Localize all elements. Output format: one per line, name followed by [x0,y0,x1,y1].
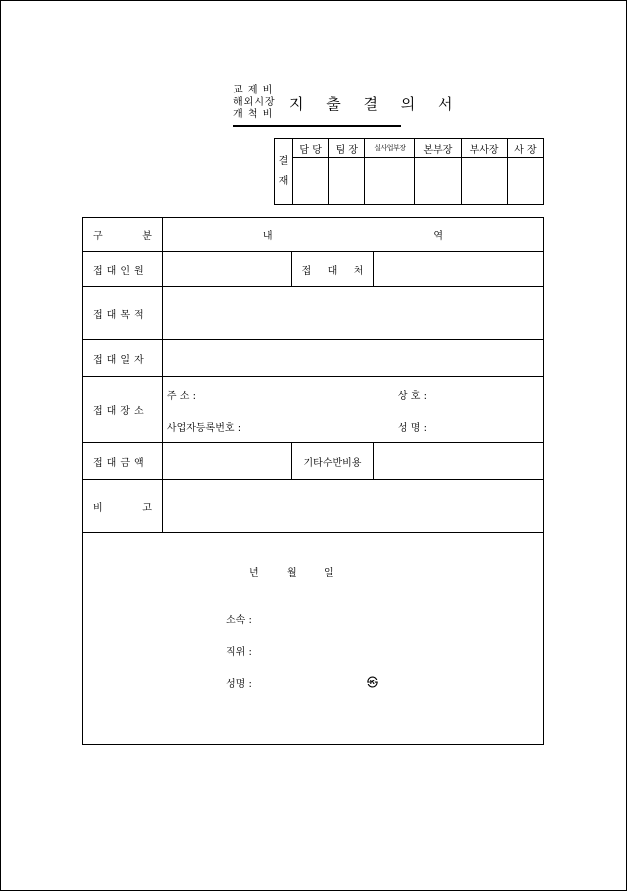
label-person: 접대인원 [83,252,163,287]
value-place[interactable] [162,377,543,443]
approval-sign-4[interactable] [415,158,461,205]
footer-cell [83,533,544,745]
seal-icon: ㉿ [367,675,378,689]
footer-month: 월 [287,567,297,579]
label-date: 접대일자 [83,340,163,377]
header-prefix-line-1: 교 제 비 [233,85,274,96]
table-header-row [83,218,544,252]
value-remark[interactable] [162,480,543,533]
place-shop-label: 상 호 : [397,390,427,402]
place-owner-label: 성 명 : [397,422,427,434]
label-remark [83,480,163,533]
header-prefix-line-2: 해외시장 [233,97,276,108]
approval-col-5: 부사장 [461,139,507,158]
approval-sign-5[interactable] [461,158,507,205]
title-underline [233,125,401,127]
row-purpose [83,287,544,340]
approval-sign-6[interactable] [507,158,543,205]
row-amount [83,443,544,480]
row-date [83,340,544,377]
label-target [291,252,374,287]
header-category-char-2: 분 [142,231,152,242]
header-content-cell [162,218,543,252]
value-target[interactable] [374,252,544,287]
label-purpose: 접대목적 [83,287,163,340]
approval-side-label [275,139,293,205]
value-extra-cost[interactable] [374,443,544,480]
label-target-char-3: 처 [353,265,364,277]
header-category-char-1: 구 [93,231,103,242]
approval-col-3: 실사업부장 [365,139,415,158]
label-place: 접대장소 [83,377,163,443]
row-remark [83,480,544,533]
label-target-char-2: 대 [327,265,338,277]
footer-name-label: 성명 : [226,678,252,690]
header-content-char-1: 내 [262,231,273,242]
footer-dept-label: 소속 : [226,614,252,626]
footer-year: 년 [249,567,259,579]
label-extra-cost: 기타수반비용 [291,443,374,480]
footer-day: 일 [324,567,334,579]
approval-side-bottom: 재 [278,175,289,187]
approval-table [274,138,544,205]
place-address-label: 주 소 : [166,390,196,402]
approval-sign-2[interactable] [329,158,365,205]
approval-side-top: 결 [278,155,289,167]
label-remark-char-2: 고 [142,502,152,514]
row-place [83,377,544,443]
approval-col-1: 담 당 [293,139,329,158]
approval-sign-3[interactable] [365,158,415,205]
approval-col-2: 팀 장 [329,139,365,158]
value-purpose[interactable] [162,287,543,340]
approval-sign-1[interactable] [293,158,329,205]
approval-col-6: 사 장 [507,139,543,158]
value-person[interactable] [162,252,291,287]
value-amount[interactable] [162,443,291,480]
row-footer [83,533,544,745]
header-content-char-2: 역 [433,231,443,242]
footer-position-label: 직위 : [226,646,252,658]
label-remark-char-1: 비 [93,502,103,514]
header-category-cell [83,218,163,252]
approval-col-4: 본부장 [415,139,461,158]
row-person [83,252,544,287]
place-bizno-label: 사업자등록번호 : [166,422,242,434]
document-title: 지 출 결 의 서 [289,95,462,113]
label-amount: 접대금액 [83,443,163,480]
header-prefix-line-3: 개 척 비 [233,109,274,120]
value-date[interactable] [162,340,543,377]
expense-table [82,217,544,745]
label-target-char-1: 접 [301,265,312,277]
